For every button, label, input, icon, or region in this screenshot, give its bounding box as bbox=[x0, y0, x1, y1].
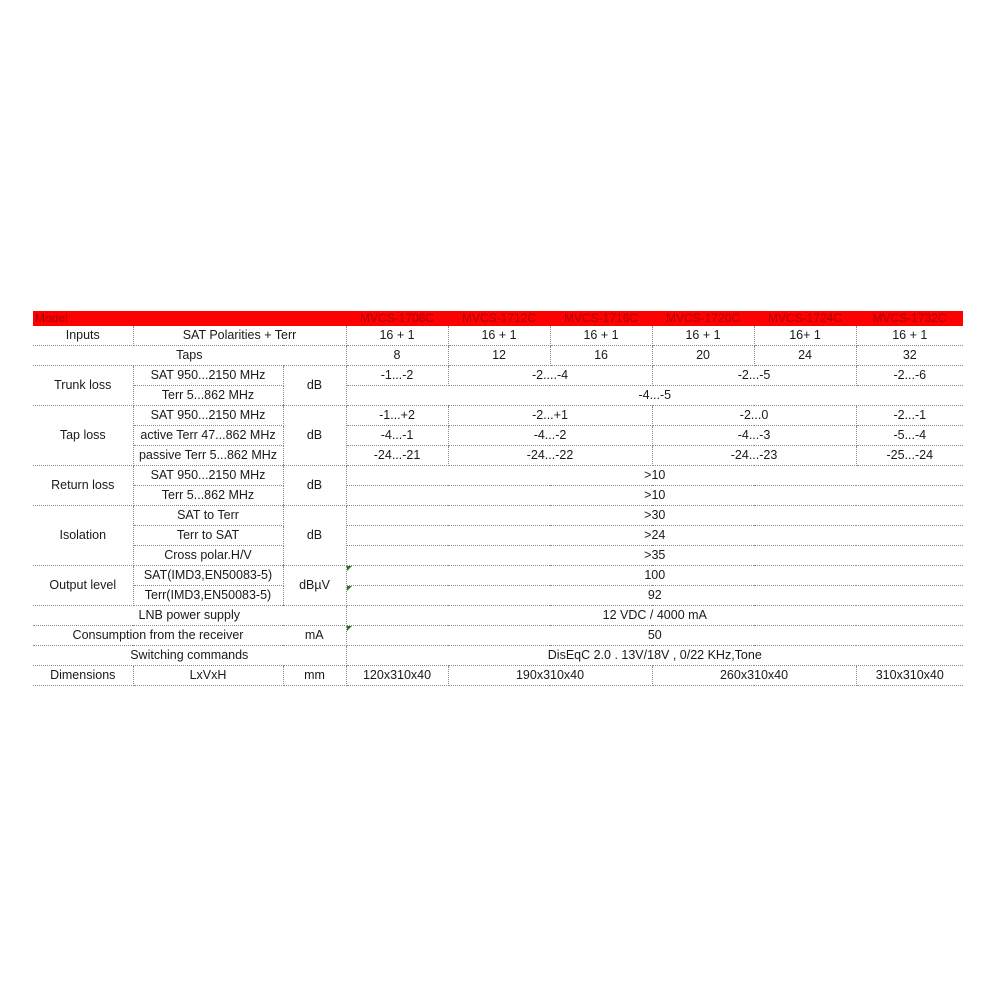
cell-value: -4...-1 bbox=[346, 426, 448, 446]
cell-value: 12 bbox=[448, 346, 550, 366]
row-label: Consumption from the receiver bbox=[33, 626, 283, 646]
cell-value: -1...-2 bbox=[346, 366, 448, 386]
cell-value: -2...-5 bbox=[652, 366, 856, 386]
row-sublabel: Terr 5...862 MHz bbox=[133, 386, 283, 406]
row-sublabel: Cross polar.H/V bbox=[133, 546, 283, 566]
model-name: MVCS-1708C bbox=[346, 311, 448, 326]
row-sublabel: SAT 950...2150 MHz bbox=[133, 466, 283, 486]
model-label: Model bbox=[33, 311, 346, 326]
unit-label: mA bbox=[283, 626, 346, 646]
cell-value: 16 + 1 bbox=[346, 326, 448, 346]
row-sublabel: active Terr 47...862 MHz bbox=[133, 426, 283, 446]
cell-value: 120x310x40 bbox=[346, 666, 448, 686]
cell-value: 260x310x40 bbox=[652, 666, 856, 686]
cell-value: -2...-6 bbox=[856, 366, 963, 386]
cell-value: -24...-21 bbox=[346, 446, 448, 466]
unit-label: dB bbox=[283, 406, 346, 466]
cell-value: -5...-4 bbox=[856, 426, 963, 446]
cell-value: 16 bbox=[550, 346, 652, 366]
cell-value: 16+ 1 bbox=[754, 326, 856, 346]
consumption-row bbox=[33, 626, 963, 646]
cell-value: 92 bbox=[346, 586, 963, 606]
dimensions-row bbox=[33, 666, 963, 686]
tap-loss-passive-row bbox=[33, 446, 963, 466]
row-label: Switching commands bbox=[33, 646, 346, 666]
unit-label: dB bbox=[283, 366, 346, 406]
cell-value: -4...-3 bbox=[652, 426, 856, 446]
tap-loss-active-row bbox=[33, 426, 963, 446]
cell-value: -24...-23 bbox=[652, 446, 856, 466]
model-name: MVCS-1732C bbox=[856, 311, 963, 326]
cell-value: -4...-2 bbox=[448, 426, 652, 446]
unit-label: dB bbox=[283, 506, 346, 566]
row-sublabel: Terr(IMD3,EN50083-5) bbox=[133, 586, 283, 606]
row-label: Dimensions bbox=[33, 666, 133, 686]
row-label: Isolation bbox=[33, 506, 133, 566]
isolation-cross-polar-row bbox=[33, 546, 963, 566]
header-row bbox=[33, 311, 963, 326]
row-label: Return loss bbox=[33, 466, 133, 506]
row-label: LNB power supply bbox=[33, 606, 346, 626]
cell-value: 32 bbox=[856, 346, 963, 366]
cell-value: 310x310x40 bbox=[856, 666, 963, 686]
unit-label: dB bbox=[283, 466, 346, 506]
row-label: Inputs bbox=[33, 326, 133, 346]
cell-value: >24 bbox=[346, 526, 963, 546]
model-name: MVCS-1716C bbox=[550, 311, 652, 326]
return-loss-row bbox=[33, 466, 963, 486]
output-level-row bbox=[33, 566, 963, 586]
isolation-terr-sat-row bbox=[33, 526, 963, 546]
cell-value: 8 bbox=[346, 346, 448, 366]
row-sublabel: SAT 950...2150 MHz bbox=[133, 366, 283, 386]
spec-table bbox=[33, 311, 963, 686]
cell-value: -2...-1 bbox=[856, 406, 963, 426]
inputs-row bbox=[33, 326, 963, 346]
cell-value: -25...-24 bbox=[856, 446, 963, 466]
unit-label: dBµV bbox=[283, 566, 346, 606]
return-loss-terr-row bbox=[33, 486, 963, 506]
cell-value: -4...-5 bbox=[346, 386, 963, 406]
cell-value: DisEqC 2.0 . 13V/18V , 0/22 KHz,Tone bbox=[346, 646, 963, 666]
row-sublabel: Terr 5...862 MHz bbox=[133, 486, 283, 506]
row-sublabel: Terr to SAT bbox=[133, 526, 283, 546]
cell-value: 16 + 1 bbox=[448, 326, 550, 346]
model-name: MVCS-1712C bbox=[448, 311, 550, 326]
trunk-loss-terr-row bbox=[33, 386, 963, 406]
row-sublabel: SAT(IMD3,EN50083-5) bbox=[133, 566, 283, 586]
cell-value: 16 + 1 bbox=[550, 326, 652, 346]
row-sublabel: LxVxH bbox=[133, 666, 283, 686]
cell-value: >10 bbox=[346, 486, 963, 506]
cell-value: -2...0 bbox=[652, 406, 856, 426]
cell-value: -2...+1 bbox=[448, 406, 652, 426]
model-name: MVCS-1720C bbox=[652, 311, 754, 326]
switching-row bbox=[33, 646, 963, 666]
lnb-power-row bbox=[33, 606, 963, 626]
cell-value: 16 + 1 bbox=[652, 326, 754, 346]
isolation-row bbox=[33, 506, 963, 526]
cell-value: 100 bbox=[346, 566, 963, 586]
row-label: Taps bbox=[33, 346, 346, 366]
cell-value: 190x310x40 bbox=[448, 666, 652, 686]
cell-value: >10 bbox=[346, 466, 963, 486]
row-label: Tap loss bbox=[33, 406, 133, 466]
row-sublabel: SAT to Terr bbox=[133, 506, 283, 526]
model-name: MVCS-1724C bbox=[754, 311, 856, 326]
cell-value: 12 VDC / 4000 mA bbox=[346, 606, 963, 626]
unit-label: mm bbox=[283, 666, 346, 686]
cell-value: -24...-22 bbox=[448, 446, 652, 466]
row-label: Output level bbox=[33, 566, 133, 606]
cell-value: 20 bbox=[652, 346, 754, 366]
taps-row bbox=[33, 346, 963, 366]
trunk-loss-row bbox=[33, 366, 963, 386]
cell-value: 50 bbox=[346, 626, 963, 646]
row-sublabel: SAT 950...2150 MHz bbox=[133, 406, 283, 426]
cell-value: -2....-4 bbox=[448, 366, 652, 386]
row-sublabel: passive Terr 5...862 MHz bbox=[133, 446, 283, 466]
tap-loss-row bbox=[33, 406, 963, 426]
cell-value: 16 + 1 bbox=[856, 326, 963, 346]
cell-value: -1...+2 bbox=[346, 406, 448, 426]
row-sublabel: SAT Polarities + Terr bbox=[133, 326, 346, 346]
cell-value: >35 bbox=[346, 546, 963, 566]
output-level-terr-row bbox=[33, 586, 963, 606]
cell-value: >30 bbox=[346, 506, 963, 526]
cell-value: 24 bbox=[754, 346, 856, 366]
row-label: Trunk loss bbox=[33, 366, 133, 406]
